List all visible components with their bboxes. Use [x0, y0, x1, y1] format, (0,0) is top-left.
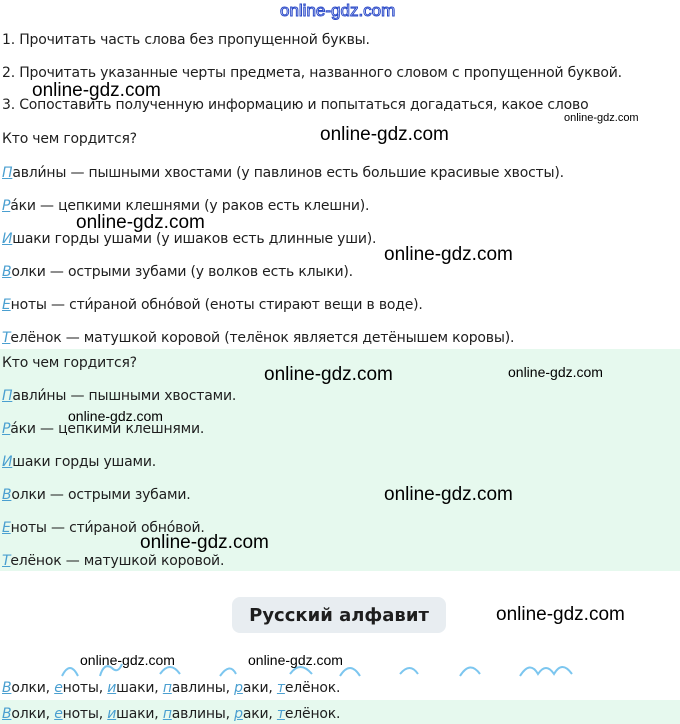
first-letter: Р — [2, 198, 11, 214]
word-rest: шаки, — [116, 680, 163, 696]
item-text: елёнок — матушкой коровой (телёнок является детёнышем коровы). — [10, 330, 515, 346]
word-rest: авлины, — [171, 680, 235, 696]
word-rest: авлины, — [171, 706, 235, 722]
word-rest: шаки, — [116, 706, 163, 722]
item-text: елёнок — матушкой коровой. — [10, 553, 225, 569]
watermark-top: online-gdz.com — [280, 1, 396, 20]
russian-alphabet-button[interactable]: Русский алфавит — [232, 597, 446, 633]
first-letter: Р — [2, 421, 11, 437]
first-letter: е — [54, 680, 63, 696]
item-text: авли́ны — пышными хвостами (у павлинов есть большие красивые хвосты). — [12, 165, 564, 181]
watermark: online-gdz.com — [564, 112, 639, 124]
watermark: online-gdz.com — [384, 484, 513, 505]
word-rest: олки, — [11, 680, 55, 696]
section1-question: Кто чем гордится? — [2, 131, 137, 147]
watermark: online-gdz.com — [320, 124, 449, 145]
first-letter: Е — [2, 297, 11, 313]
instruction-2: 2. Прочитать указанные черты предмета, названного словом с пропущенной буквой. — [2, 65, 622, 81]
item-text: шаки горды ушами. — [12, 454, 157, 470]
watermark: online-gdz.com — [496, 604, 625, 625]
first-letter: П — [2, 165, 13, 181]
watermark: online-gdz.com — [508, 364, 603, 380]
item-text: а́ки — цепкими клешнями. — [10, 421, 205, 437]
first-letter: т — [276, 706, 285, 722]
first-letter: п — [162, 706, 172, 722]
item-text: авли́ны — пышными хвостами. — [12, 388, 237, 404]
watermark: online-gdz.com — [264, 364, 393, 385]
first-letter: т — [276, 680, 285, 696]
first-letter: И — [2, 231, 13, 247]
first-letter: В — [2, 706, 12, 722]
first-letter: В — [2, 487, 12, 503]
item-text: олки — острыми зубами (у волков есть клыки). — [11, 264, 353, 280]
list-item — [2, 454, 156, 470]
list-item — [2, 165, 564, 181]
word-rest: елёнок. — [284, 680, 341, 696]
first-letter: П — [2, 388, 13, 404]
first-letter: Т — [2, 553, 11, 569]
word-rest: елёнок. — [284, 706, 341, 722]
watermark: online-gdz.com — [140, 532, 269, 553]
word-rest: ноты, — [62, 706, 108, 722]
list-item — [2, 487, 191, 503]
first-letter: е — [54, 706, 63, 722]
list-item — [2, 330, 514, 346]
list-item — [2, 264, 353, 280]
watermark: online-gdz.com — [384, 244, 513, 265]
first-letter: Е — [2, 520, 11, 536]
watermark: online-gdz.com — [80, 652, 175, 668]
list-item — [2, 553, 224, 569]
final-list-answer-line — [2, 706, 340, 722]
instruction-3: 3. Сопоставить полученную информацию и попытаться догадаться, какое слово — [2, 97, 589, 113]
section2-question: Кто чем гордится? — [2, 355, 137, 371]
word-rest: аки, — [242, 680, 277, 696]
first-letter: и — [107, 680, 117, 696]
item-text: олки — острыми зубами. — [11, 487, 191, 503]
first-letter: В — [2, 264, 12, 280]
first-letter: И — [2, 454, 13, 470]
word-rest: ноты, — [62, 680, 108, 696]
word-rest: аки, — [242, 706, 277, 722]
first-letter: р — [234, 680, 243, 696]
watermark: online-gdz.com — [248, 652, 343, 668]
instruction-1: 1. Прочитать часть слова без пропущенной буквы. — [2, 32, 370, 48]
item-text: ноты — сти́раной обно́вой (еноты стирают вещи в воде). — [10, 297, 423, 313]
word-rest: олки, — [11, 706, 55, 722]
first-letter: п — [162, 680, 172, 696]
list-item — [2, 297, 423, 313]
item-text: ноты — сти́раной обно́вой. — [10, 520, 205, 536]
watermark: online-gdz.com — [76, 212, 205, 233]
item-text: шаки горды ушами (у ишаков есть длинные уши). — [12, 231, 377, 247]
item-text: а́ки — цепкими клешнями (у раков есть клешни). — [10, 198, 370, 214]
final-list-line — [2, 680, 340, 696]
first-letter: и — [107, 706, 117, 722]
list-item — [2, 388, 236, 404]
watermark: online-gdz.com — [32, 80, 161, 101]
first-letter: р — [234, 706, 243, 722]
watermark: online-gdz.com — [68, 408, 163, 424]
first-letter: Т — [2, 330, 11, 346]
first-letter: В — [2, 680, 12, 696]
